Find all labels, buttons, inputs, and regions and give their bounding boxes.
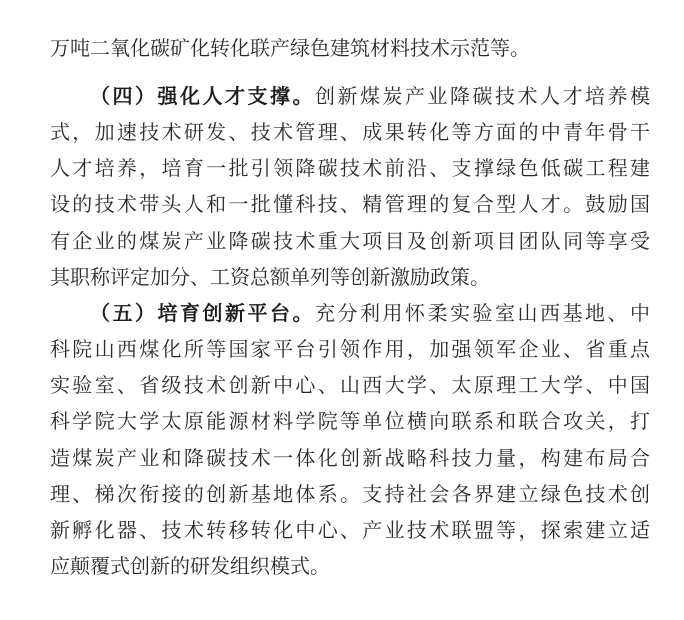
section5-line: 造煤炭产业和降碳技术一体化创新战略科技力量，构建布局合 bbox=[50, 445, 650, 470]
section4-line: 式，加速技术研发、技术管理、成果转化等方面的中青年骨干 bbox=[50, 120, 650, 145]
section5-line: 科院山西煤化所等国家平台引领作用，加强领军企业、省重点 bbox=[50, 337, 650, 362]
section4-first-line bbox=[90, 78, 650, 114]
section5-line: 实验室、省级技术创新中心、山西大学、太原理工大学、中国 bbox=[50, 373, 650, 398]
section5-first-line bbox=[90, 295, 650, 331]
section4-line: 有企业的煤炭产业降碳技术重大项目及创新项目团队同等享受 bbox=[50, 228, 650, 253]
section5-line: 科学院大学太原能源材料学院等单位横向联系和联合攻关，打 bbox=[50, 409, 650, 434]
intro-tail-line: 万吨二氧化碳矿化转化联产绿色建筑材料技术示范等。 bbox=[50, 36, 530, 60]
section5-line: 理、梯次衔接的创新基地体系。支持社会各界建立绿色技术创 bbox=[50, 481, 650, 506]
section4-first-line-text: 创新煤炭产业降碳技术人才培养模 bbox=[315, 84, 650, 108]
section5-line: 应颠覆式创新的研发组织模式。 bbox=[50, 554, 330, 578]
section4-heading: （四）强化人才支撑。 bbox=[90, 84, 315, 108]
section5-heading: （五）培育创新平台。 bbox=[90, 300, 315, 325]
section5-first-line-text: 充分利用怀柔实验室山西基地、中 bbox=[315, 300, 650, 325]
section4-line: 人才培养，培育一批引领降碳技术前沿、支撑绿色低碳工程建 bbox=[50, 156, 650, 181]
section4-line: 设的技术带头人和一批懂科技、精管理的复合型人才。鼓励国 bbox=[50, 192, 650, 217]
section4-line: 其职称评定加分、工资总额单列等创新激励政策。 bbox=[50, 264, 490, 289]
section5-line: 新孵化器、技术转移转化中心、产业技术联盟等，探索建立适 bbox=[50, 517, 650, 542]
